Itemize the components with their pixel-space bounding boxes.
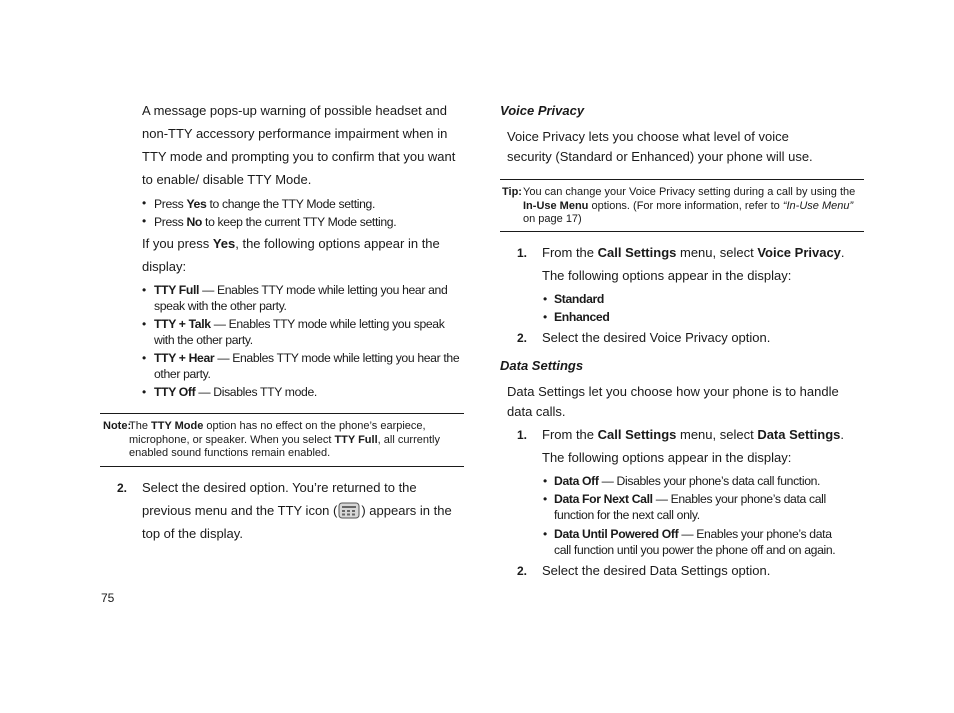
bullet-glyph: •	[142, 214, 147, 228]
data-settings-heading: Data Settings	[500, 358, 584, 373]
option-data-next-call: Data For Next Call — Enables your phone’s data call function for the next call only.	[554, 492, 826, 522]
data-settings-intro: Data Settings let you choose how your phone is to handle data calls.	[507, 384, 839, 419]
note-label: Note:	[103, 420, 132, 432]
note-text: The TTY Mode option has no effect on the phone’s earpiece, microphone, or speaker. When you select TTY Full, all currently enabled sound functions remain enabled.	[129, 420, 440, 459]
voice-privacy-step2: Select the desired Voice Privacy option.	[542, 330, 771, 345]
tip-label: Tip:	[502, 186, 522, 198]
bullet-glyph: •	[142, 317, 147, 331]
press-no-item: Press No to keep the current TTY Mode setting.	[154, 215, 397, 229]
intro-paragraph: A message pops-up warning of possible headset and non-TTY accessory performance impairment when in TTY mode and prompting you to confirm that you want to enable/ disable TTY Mode.	[142, 103, 456, 187]
option-tty-talk: TTY + Talk — Enables TTY mode while letting you speak with the other party.	[154, 317, 445, 347]
tip-top-rule	[500, 179, 864, 180]
voice-privacy-step1: From the Call Settings menu, select Voice Privacy. The following options appear in the display:	[542, 245, 845, 283]
bullet-glyph: •	[142, 283, 147, 297]
bullet-glyph: •	[142, 196, 147, 210]
option-tty-full: TTY Full — Enables TTY mode while letting you hear and speak with the other party.	[154, 283, 448, 313]
bullet-glyph: •	[142, 351, 147, 365]
data-settings-step1: From the Call Settings menu, select Data Settings. The following options appear in the display:	[542, 427, 845, 465]
bullet-glyph: •	[543, 292, 548, 306]
voice-privacy-intro: Voice Privacy lets you choose what level of voice security (Standard or Enhanced) your phone will use.	[507, 129, 813, 164]
press-yes-item: Press Yes to change the TTY Mode setting.	[154, 197, 375, 211]
step-number: 1.	[517, 428, 528, 442]
bullet-glyph: •	[543, 474, 548, 488]
option-enhanced: Enhanced	[554, 310, 610, 324]
page-number: 75	[101, 591, 115, 605]
note-bottom-rule	[100, 466, 464, 467]
option-standard: Standard	[554, 292, 605, 306]
step-number: 2.	[517, 564, 528, 578]
step2-text: Select the desired option. You’re returned to the previous menu and the TTY icon ( ) appears in the top of the display.	[142, 480, 452, 541]
data-settings-step2: Select the desired Data Settings option.	[542, 563, 771, 578]
note-top-rule	[100, 413, 464, 414]
step-number: 2.	[517, 331, 528, 345]
tip-text: You can change your Voice Privacy setting during a call by using the In-Use Menu options. (For more information, refer to “In-Use Menu” on page 17)	[523, 186, 856, 225]
tty-mode-icon	[338, 502, 360, 519]
option-data-until-powered-off: Data Until Powered Off — Enables your phone’s data call function until you power the phone off and on again.	[554, 527, 836, 557]
option-data-off: Data Off — Disables your phone’s data call function.	[554, 474, 821, 488]
option-tty-off: TTY Off — Disables TTY mode.	[154, 385, 317, 399]
tip-bottom-rule	[500, 231, 864, 232]
bullet-glyph: •	[543, 492, 548, 506]
bullet-glyph: •	[142, 385, 147, 399]
voice-privacy-heading: Voice Privacy	[500, 103, 585, 118]
step-number: 1.	[517, 246, 528, 260]
bullet-glyph: •	[543, 527, 548, 541]
step-number: 2.	[117, 481, 128, 495]
if-yes-paragraph: If you press Yes, the following options appear in the display:	[142, 236, 440, 274]
option-tty-hear: TTY + Hear — Enables TTY mode while letting you hear the other party.	[154, 351, 460, 381]
bullet-glyph: •	[543, 310, 548, 324]
